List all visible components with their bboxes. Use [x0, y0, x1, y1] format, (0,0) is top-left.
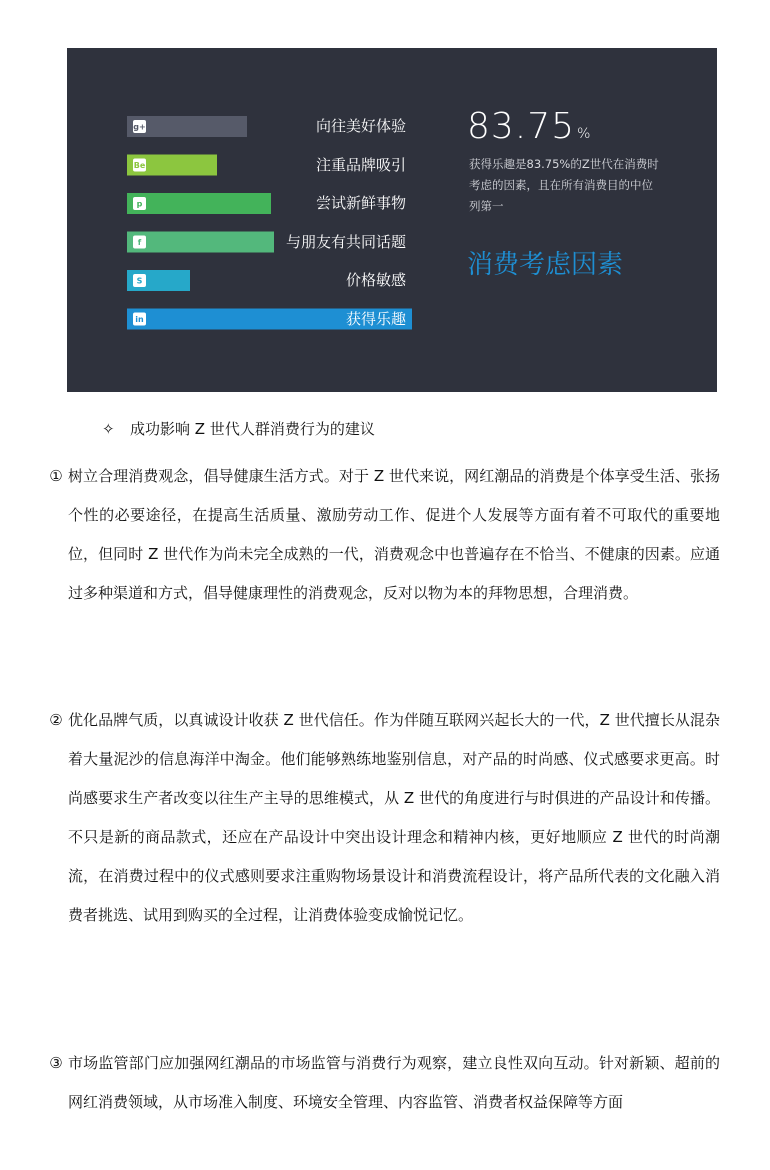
behance-icon-glyph: Be: [133, 161, 146, 170]
section-heading-text: 成功影响 Z 世代人群消费行为的建议: [130, 420, 375, 438]
paragraph-text: 优化品牌气质，以真诚设计收获 Z 世代信任。作为伴随互联网兴起长大的一代，Z 世代擅长从混杂着大量泥沙的信息海洋中淘金。他们能够熟练地鉴别信息，对产品的时尚感、仪式感要求更高。时尚感要求生产者改变以往生产主导的思维模式，从 Z 世代的角度进行与时俱进的产品设计和传播。不只是新的商品款式，还应在产品设计中突出设计理念和精神内核，更好地顺应 Z 世代的时尚潮流，在消费过程中的仪式感则要求注重购物场景设计和消费流程设计，将产品所代表的文化融入消费者挑选、试用到购买的全过程，让消费体验变成愉悦记忆。: [68, 711, 720, 924]
paragraph-text: 市场监管部门应加强网红潮品的市场监管与消费行为观察，建立良性双向互动。针对新颖、超前的网红消费领域，从市场准入制度、环境安全管理、内容监管、消费者权益保障等方面: [68, 1054, 720, 1111]
paragraph-text: 树立合理消费观念，倡导健康生活方式。对于 Z 世代来说，网红潮品的消费是个体享受生活、张扬个性的必要途径，在提高生活质量、激励劳动工作、促进个人发展等方面有着不可取代的重要地位，但同时 Z 世代作为尚未完全成熟的一代，消费观念中也普遍存在不恰当、不健康的因素。应通过多种渠道和方式，倡导健康理性的消费观念，反对以物为本的拜物思想，合理消费。: [68, 467, 720, 602]
google-plus-icon-glyph: g+: [133, 122, 146, 132]
highlight-unit: %: [577, 126, 592, 142]
infographic-panel: [67, 48, 717, 392]
pinterest-icon-glyph: p: [136, 199, 143, 209]
category-label: 价格敏感: [345, 271, 406, 289]
paragraph-1: [46, 457, 720, 613]
paragraph-number: ②: [49, 711, 63, 729]
chart-title: 消费考虑因素: [467, 250, 624, 280]
stat-description: 获得乐趣是83.75%的Z世代在消费时考虑的因素，且在所有消费目的中位列第一: [469, 157, 659, 213]
paragraph-3: [46, 1044, 720, 1122]
paragraph-number: ③: [49, 1054, 63, 1072]
linkedin-icon-glyph: in: [135, 315, 144, 324]
facebook-icon-glyph: f: [137, 238, 142, 247]
diamond-bullet-icon: ✧: [102, 420, 115, 438]
category-label: 与朋友有共同话题: [285, 232, 406, 251]
paragraph-number: ①: [49, 467, 63, 485]
bar-chart: [67, 48, 717, 392]
category-label: 尝试新鲜事物: [315, 194, 406, 212]
section-heading: [102, 418, 375, 439]
highlight-stat: [467, 106, 591, 147]
skype-icon-glyph: S: [136, 276, 143, 286]
category-label: 向往美好体验: [315, 117, 406, 135]
category-label: 注重品牌吸引: [315, 155, 406, 174]
highlight-value: 83.75: [467, 106, 576, 147]
category-label: 获得乐趣: [345, 309, 406, 328]
paragraph-2: [46, 701, 720, 935]
